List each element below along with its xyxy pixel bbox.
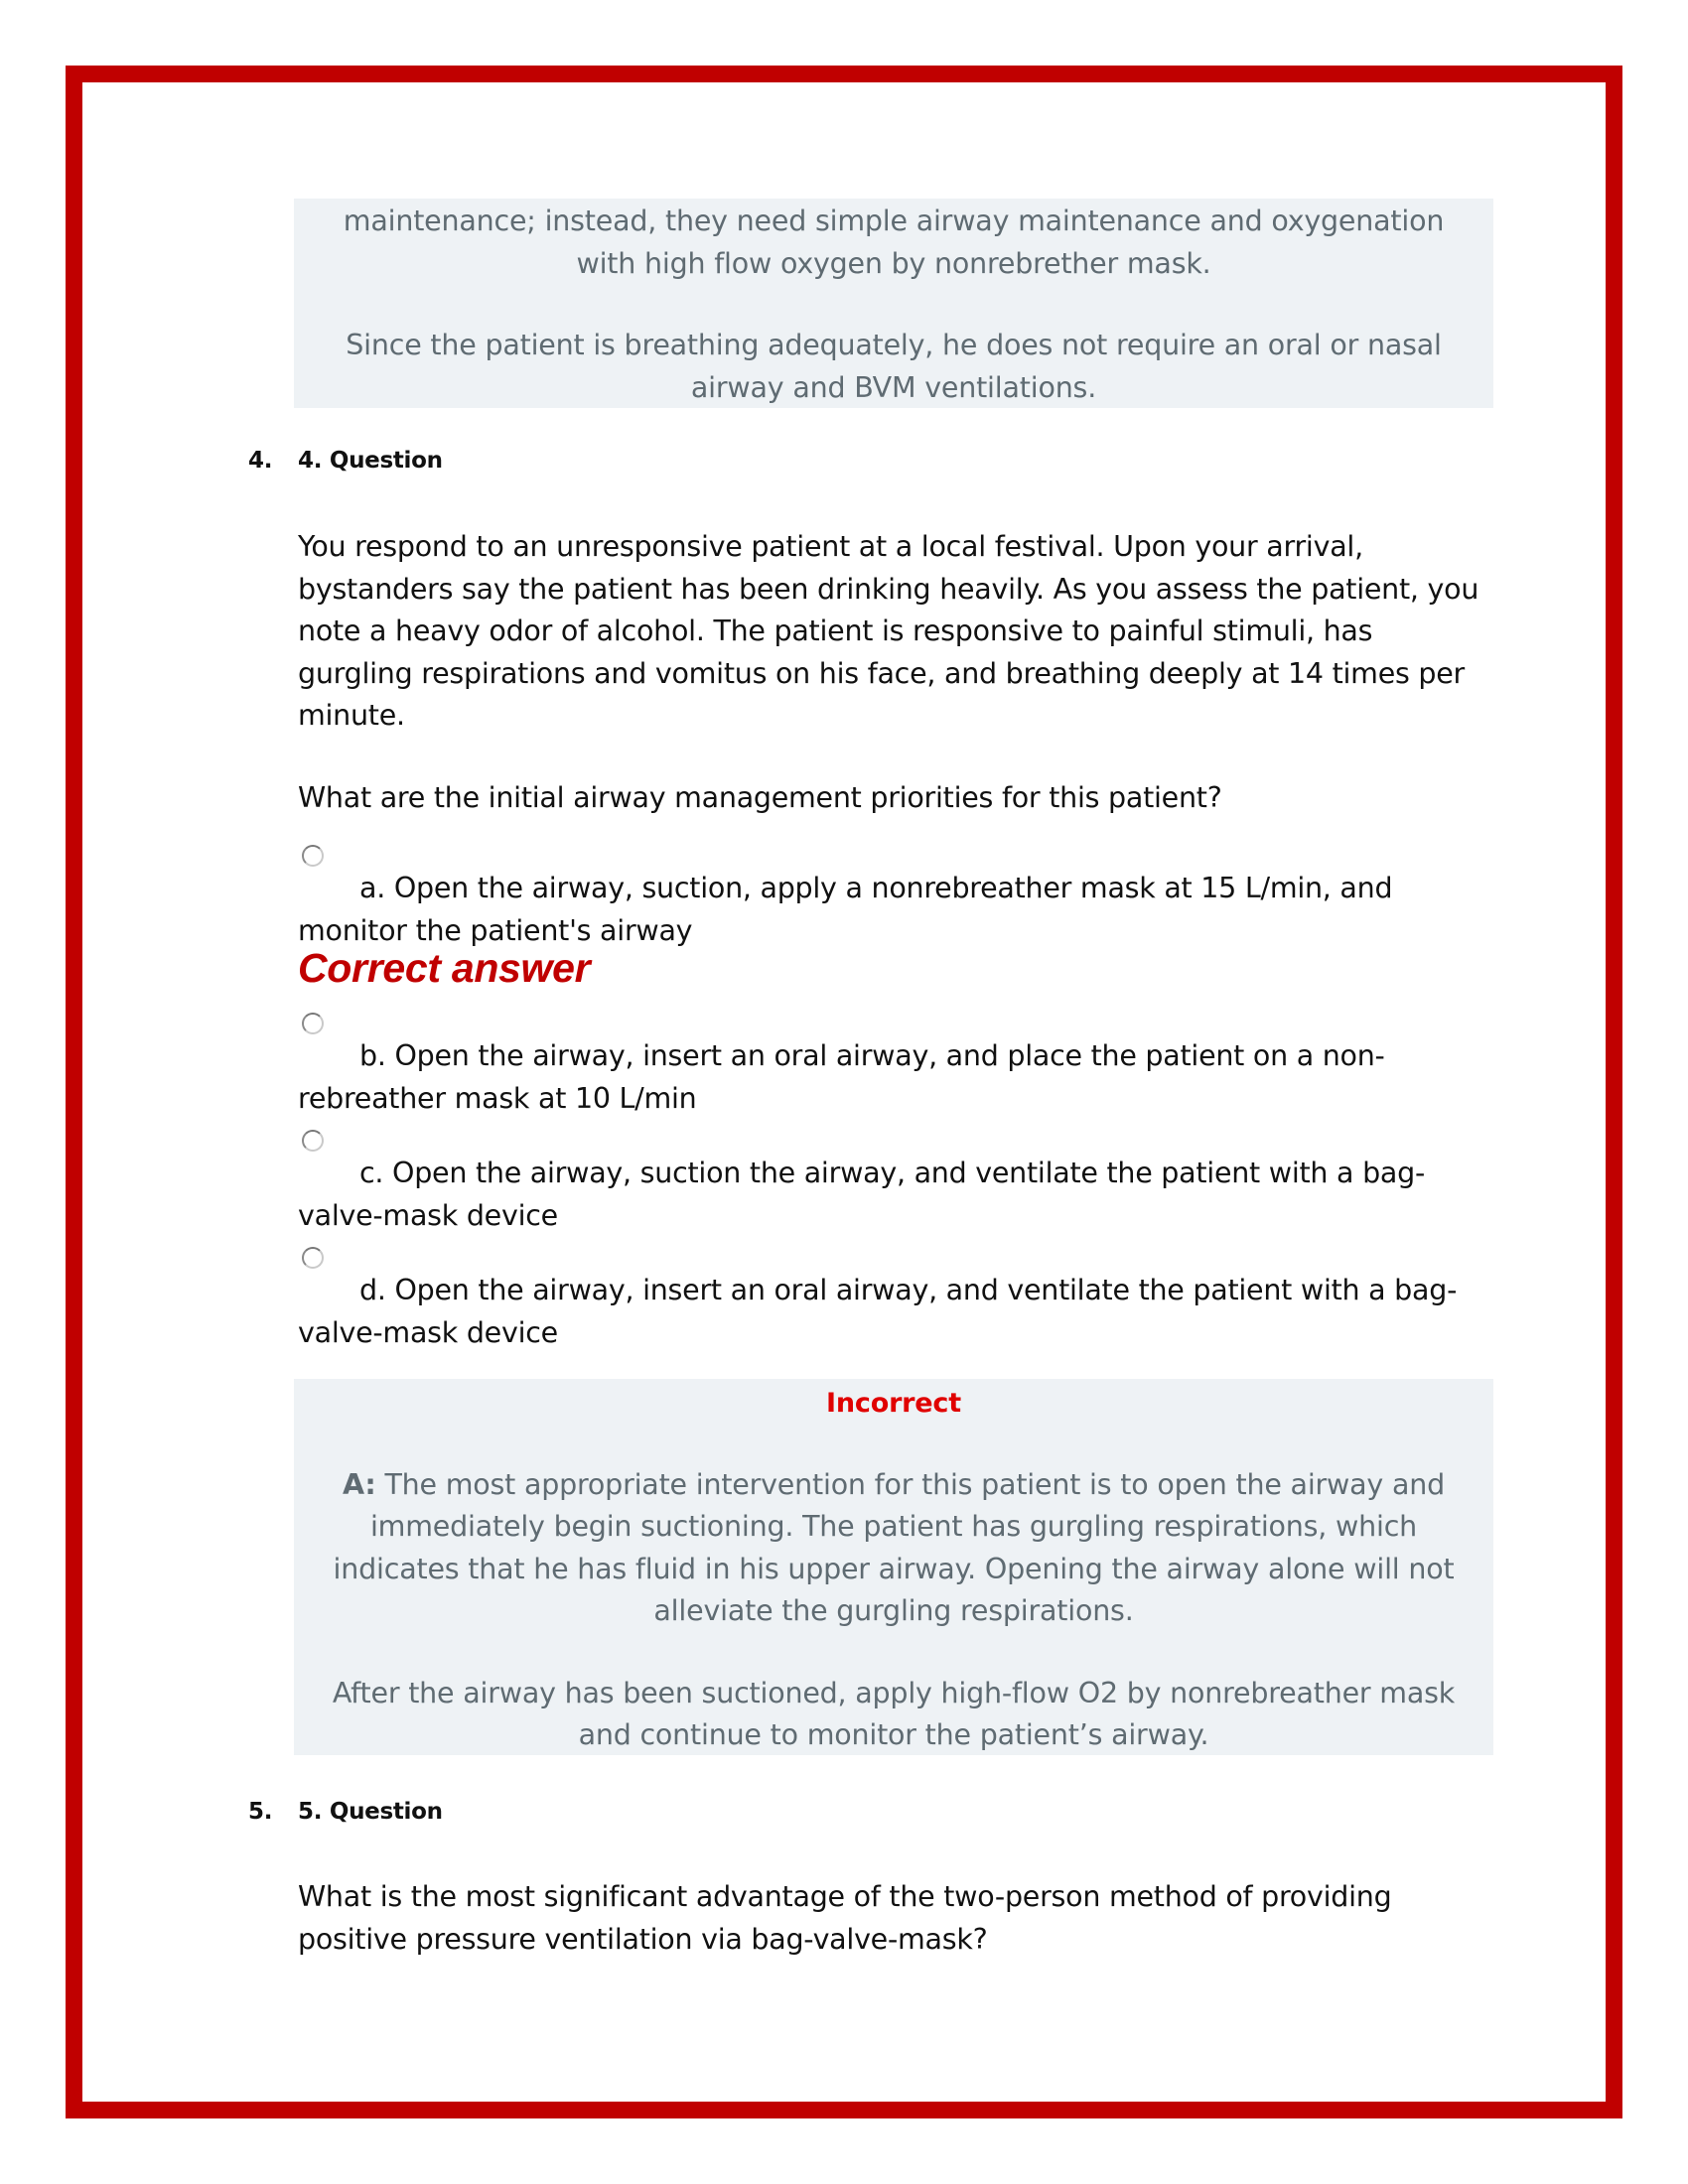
question-4-body — [298, 526, 1489, 819]
answer-prefix: A: — [343, 1467, 376, 1501]
question-title: 5. Question — [298, 1799, 443, 1825]
radio-unchecked-icon[interactable] — [302, 1247, 324, 1269]
correct-answer-label: Correct answer — [298, 945, 591, 991]
feedback-status: Incorrect — [826, 1388, 961, 1419]
answer-option-c[interactable] — [298, 1153, 1494, 1237]
question-prompt: What is the most significant advantage of the two-person method of providing positive pressure ventilation via bag-valve-mask? — [298, 1880, 1392, 1956]
paragraph-gap — [312, 1426, 1476, 1464]
feedback-paragraph: After the airway has been suctioned, apply high-flow O2 by nonrebreather mask and continue to monitor the patient’s airway. — [332, 1676, 1456, 1751]
paragraph-gap — [298, 738, 1489, 777]
feedback-paragraph: maintenance; instead, they need simple airway maintenance and oxygenation with high flow oxygen by nonrebrether mask. — [343, 205, 1445, 280]
option-label: c. Open the airway, suction the airway, and ventilate the patient with a bag-valve-mask device — [298, 1157, 1426, 1232]
question-4-feedback-box — [294, 1379, 1493, 1755]
paragraph-gap — [312, 285, 1476, 325]
feedback-explanation — [312, 1464, 1476, 1633]
question-prompt: What are the initial airway management priorities for this patient? — [298, 780, 1222, 814]
radio-unchecked-icon[interactable] — [302, 1130, 324, 1152]
feedback-paragraph: The most appropriate intervention for this patient is to open the airway and immediately begin suctioning. The patient has gurgling respirations, which indicates that he has fluid in his upper airway. Opening the airway alone will not alleviate the gurgling respirations. — [333, 1467, 1455, 1627]
option-label: d. Open the airway, insert an oral airway, and ventilate the patient with a bag-valve-mask device — [298, 1274, 1458, 1349]
question-list-number: 5. — [248, 1799, 273, 1825]
question-stem: You respond to an unresponsive patient at a local festival. Upon your arrival, bystanders say the patient has been drinking heavily. As you assess the patient, you note a heavy odor of alcohol. The patient is responsive to painful stimuli, has gurgling respirations and vomitus on his face, and breathing deeply at 14 times per minute. — [298, 530, 1479, 732]
answer-option-b[interactable] — [298, 1035, 1494, 1120]
option-label: b. Open the airway, insert an oral airway, and place the patient on a non-rebreather mask at 10 L/min — [298, 1039, 1385, 1115]
feedback-paragraph: Since the patient is breathing adequately, he does not require an oral or nasal airway and BVM ventilations. — [346, 329, 1442, 404]
answer-option-a[interactable] — [298, 868, 1494, 952]
option-label: a. Open the airway, suction, apply a nonrebreather mask at 15 L/min, and monitor the patient's airway — [298, 872, 1393, 947]
question-title: 4. Question — [298, 448, 443, 474]
question-5-body — [298, 1876, 1440, 1961]
paragraph-gap — [312, 1633, 1476, 1673]
answer-option-d[interactable] — [298, 1270, 1494, 1354]
previous-feedback-box — [294, 199, 1493, 408]
question-list-number: 4. — [248, 448, 273, 474]
radio-unchecked-icon[interactable] — [302, 1013, 324, 1034]
radio-unchecked-icon[interactable] — [302, 845, 324, 867]
